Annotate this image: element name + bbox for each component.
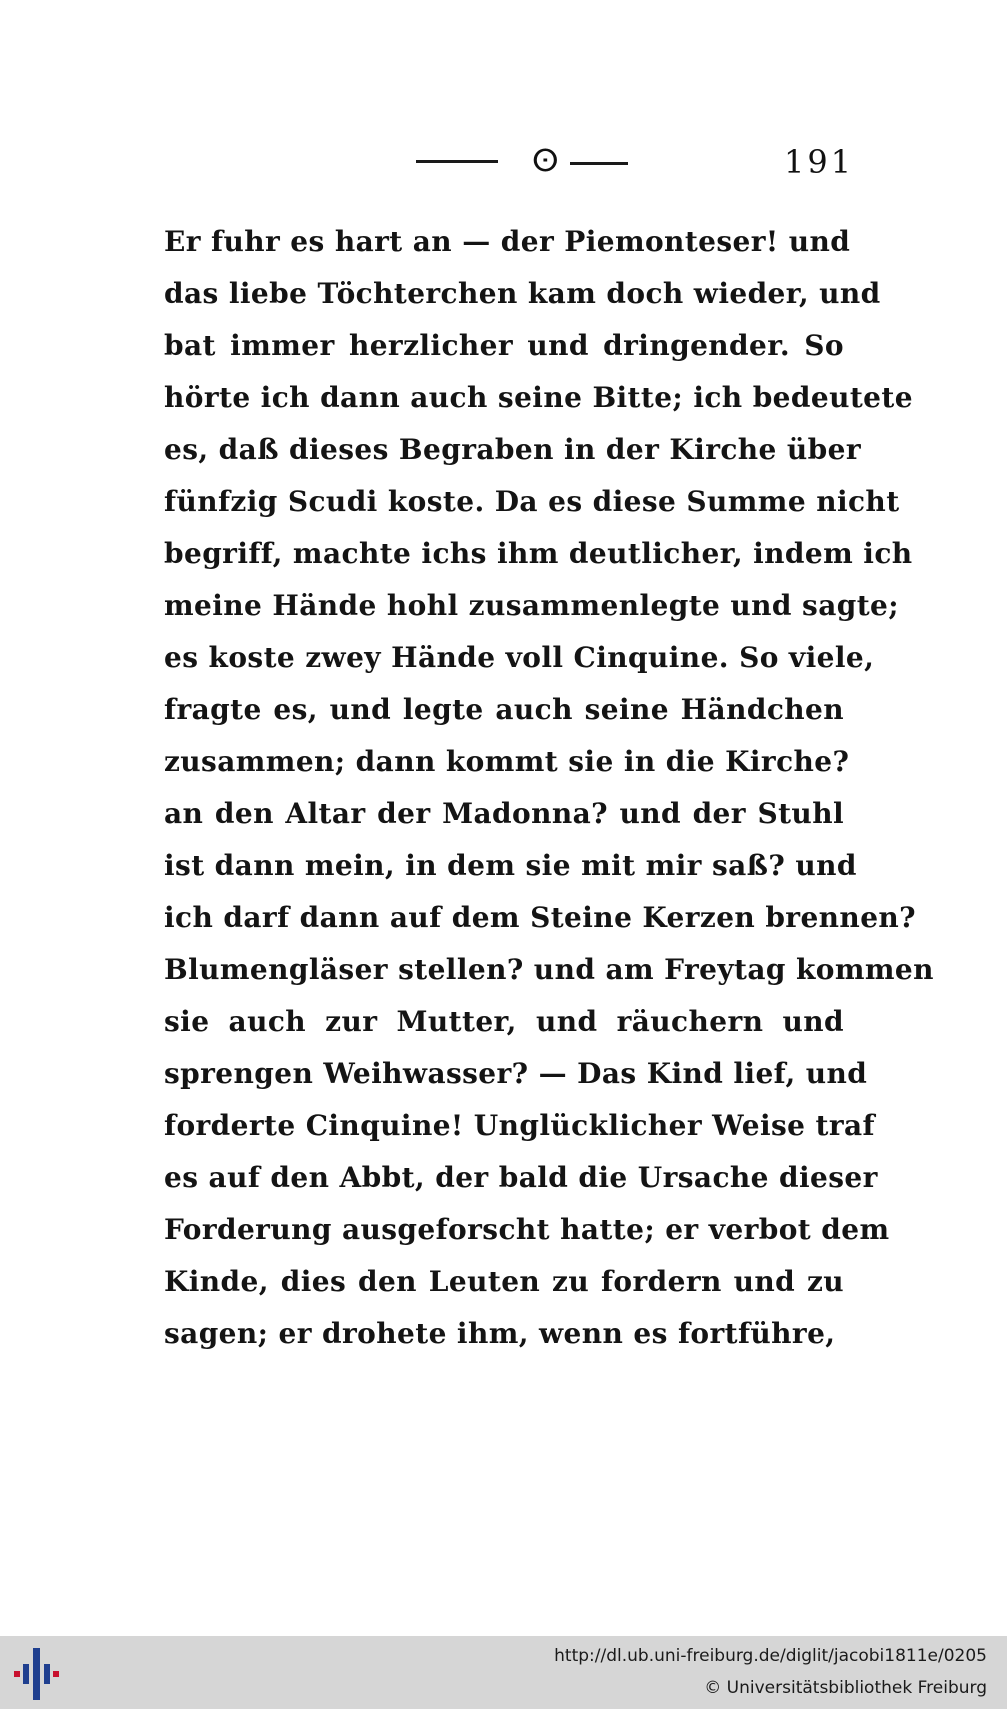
- text-line: es auf den Abbt, der bald die Ursache dieser: [164, 1161, 878, 1194]
- text-line: sprengen Weihwasser? — Das Kind lief, und: [164, 1057, 868, 1090]
- text-line: begriff, machte ichs ihm deutlicher, indem ich: [164, 537, 913, 570]
- text-line: hörte ich dann auch seine Bitte; ich bedeutete: [164, 381, 913, 414]
- text-line: Blumengläser stellen? und am Freytag kommen: [164, 953, 934, 986]
- text-line: ist dann mein, in dem sie mit mir saß? und: [164, 849, 857, 882]
- text-line: Kinde, dies den Leuten zu fordern und zu: [164, 1265, 844, 1298]
- copyright-notice: © Universitätsbibliothek Freiburg: [704, 1678, 987, 1698]
- source-url-link[interactable]: http://dl.ub.uni-freiburg.de/diglit/jacobi1811e/0205: [554, 1646, 987, 1666]
- header-rule-right: [570, 162, 628, 165]
- text-line: Er fuhr es hart an — der Piemonteser! und: [164, 225, 851, 258]
- text-line: forderte Cinquine! Unglücklicher Weise traf: [164, 1109, 875, 1142]
- text-line: meine Hände hohl zusammenlegte und sagte;: [164, 589, 899, 622]
- header-ornament: ⵙ: [532, 144, 559, 179]
- header-rule-left: [416, 160, 498, 163]
- page-body-text: [164, 216, 934, 1360]
- page-header: [160, 138, 855, 186]
- text-line: das liebe Töchterchen kam doch wieder, und: [164, 277, 881, 310]
- text-line: Forderung ausgeforscht hatte; er verbot dem: [164, 1213, 890, 1246]
- ub-freiburg-logo-icon: [12, 1646, 62, 1702]
- text-line: fünfzig Scudi koste. Da es diese Summe nicht: [164, 485, 900, 518]
- text-line: ich darf dann auf dem Steine Kerzen brennen?: [164, 901, 916, 934]
- text-line: sagen; er drohete ihm, wenn es fortführe,: [164, 1317, 836, 1350]
- text-line: es, daß dieses Begraben in der Kirche über: [164, 433, 862, 466]
- text-line: an den Altar der Madonna? und der Stuhl: [164, 797, 844, 830]
- text-line: zusammen; dann kommt sie in die Kirche?: [164, 745, 850, 778]
- footer-bar: [0, 1636, 1007, 1709]
- text-line: bat immer herzlicher und dringender. So: [164, 329, 844, 362]
- text-line: es koste zwey Hände voll Cinquine. So viele,: [164, 641, 875, 674]
- text-line: sie auch zur Mutter, und räuchern und: [164, 1005, 844, 1038]
- page-number: 191: [784, 143, 855, 181]
- text-line: fragte es, und legte auch seine Händchen: [164, 693, 844, 726]
